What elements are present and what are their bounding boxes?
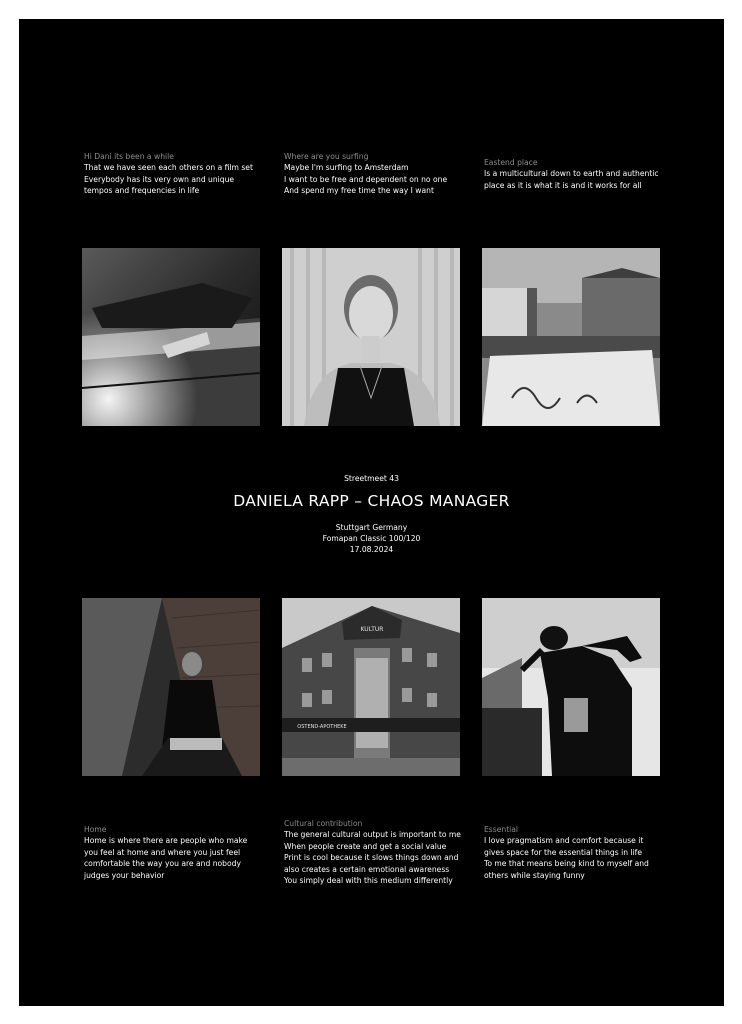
photo-portrait-image: [282, 248, 460, 426]
caption-line: And spend my free time the way I want: [284, 186, 434, 196]
series-label: Streetmeet 43: [344, 474, 399, 483]
caption-line: I love pragmatism and comfort because it: [484, 836, 644, 846]
caption-line: comfortable the way you are and nobody: [84, 859, 241, 869]
caption-line: When people create and get a social value: [284, 841, 447, 851]
kultur-sign: KULTUR: [360, 626, 384, 633]
caption-title: Eastend place: [484, 158, 538, 167]
caption-surfing: [284, 151, 474, 197]
caption-line: Maybe I'm surfing to Amsterdam: [284, 163, 409, 173]
photo-lighter-on-table: [82, 248, 260, 426]
photo-apotheke-image: [282, 598, 460, 776]
caption-home: [84, 824, 274, 881]
caption-eastend: [484, 157, 674, 191]
caption-hi-dani: [84, 151, 274, 197]
caption-line: Print is cool because it slows things down and: [284, 853, 459, 863]
caption-line: place as it is what it is and it works for all: [484, 180, 642, 190]
photo-silhouette-image: [482, 598, 660, 776]
caption-line: Everybody has its very own and unique: [84, 174, 235, 184]
caption-title: Where are you surfing: [284, 152, 369, 161]
caption-line: gives space for the essential things in life: [484, 847, 643, 857]
caption-line: Home is where there are people who make: [84, 836, 248, 846]
caption-line: That we have seen each others on a film set: [84, 163, 253, 173]
film-text: Fomapan Classic 100/120: [322, 534, 421, 543]
subject-name-title: DANIELA RAPP – CHAOS MANAGER: [233, 492, 510, 510]
caption-line: judges your behavior: [84, 870, 165, 880]
photo-ostend-apotheke: [282, 598, 460, 776]
caption-title: Hi Dani its been a while: [84, 152, 174, 161]
caption-essential: [484, 824, 674, 881]
caption-cultural: [284, 818, 474, 886]
caption-line: tempos and frequencies in life: [84, 186, 200, 196]
location-text: Stuttgart Germany: [335, 523, 408, 532]
photo-lighter-image: [82, 248, 260, 426]
caption-line: You simply deal with this medium differently: [284, 876, 453, 886]
caption-line: you feel at home and where you just feel: [84, 847, 241, 857]
photo-low-angle-wall: [82, 598, 260, 776]
caption-title: Essential: [484, 825, 519, 834]
apotheke-sign: OSTEND-APOTHEKE: [297, 724, 347, 730]
caption-line: also creates a certain emotional awareness: [284, 864, 450, 874]
caption-line: The general cultural output is important to me: [284, 830, 461, 840]
caption-line: To me that means being kind to myself and: [484, 859, 649, 869]
photo-silhouette: [482, 598, 660, 776]
caption-line: Is a multicultural down to earth and authentic: [484, 169, 659, 179]
caption-title: Home: [84, 825, 107, 834]
caption-line: I want to be free and dependent on no one: [284, 174, 448, 184]
caption-line: others while staying funny: [484, 870, 585, 880]
photo-metadata: [19, 522, 724, 555]
photo-eastend-street: [482, 248, 660, 426]
photo-portrait: [282, 248, 460, 426]
poster: [19, 19, 724, 1006]
photo-eastend-image: [482, 248, 660, 426]
photo-low-angle-image: [82, 598, 260, 776]
date-text: 17.08.2024: [349, 545, 394, 554]
caption-title: Cultural contribution: [284, 819, 363, 828]
